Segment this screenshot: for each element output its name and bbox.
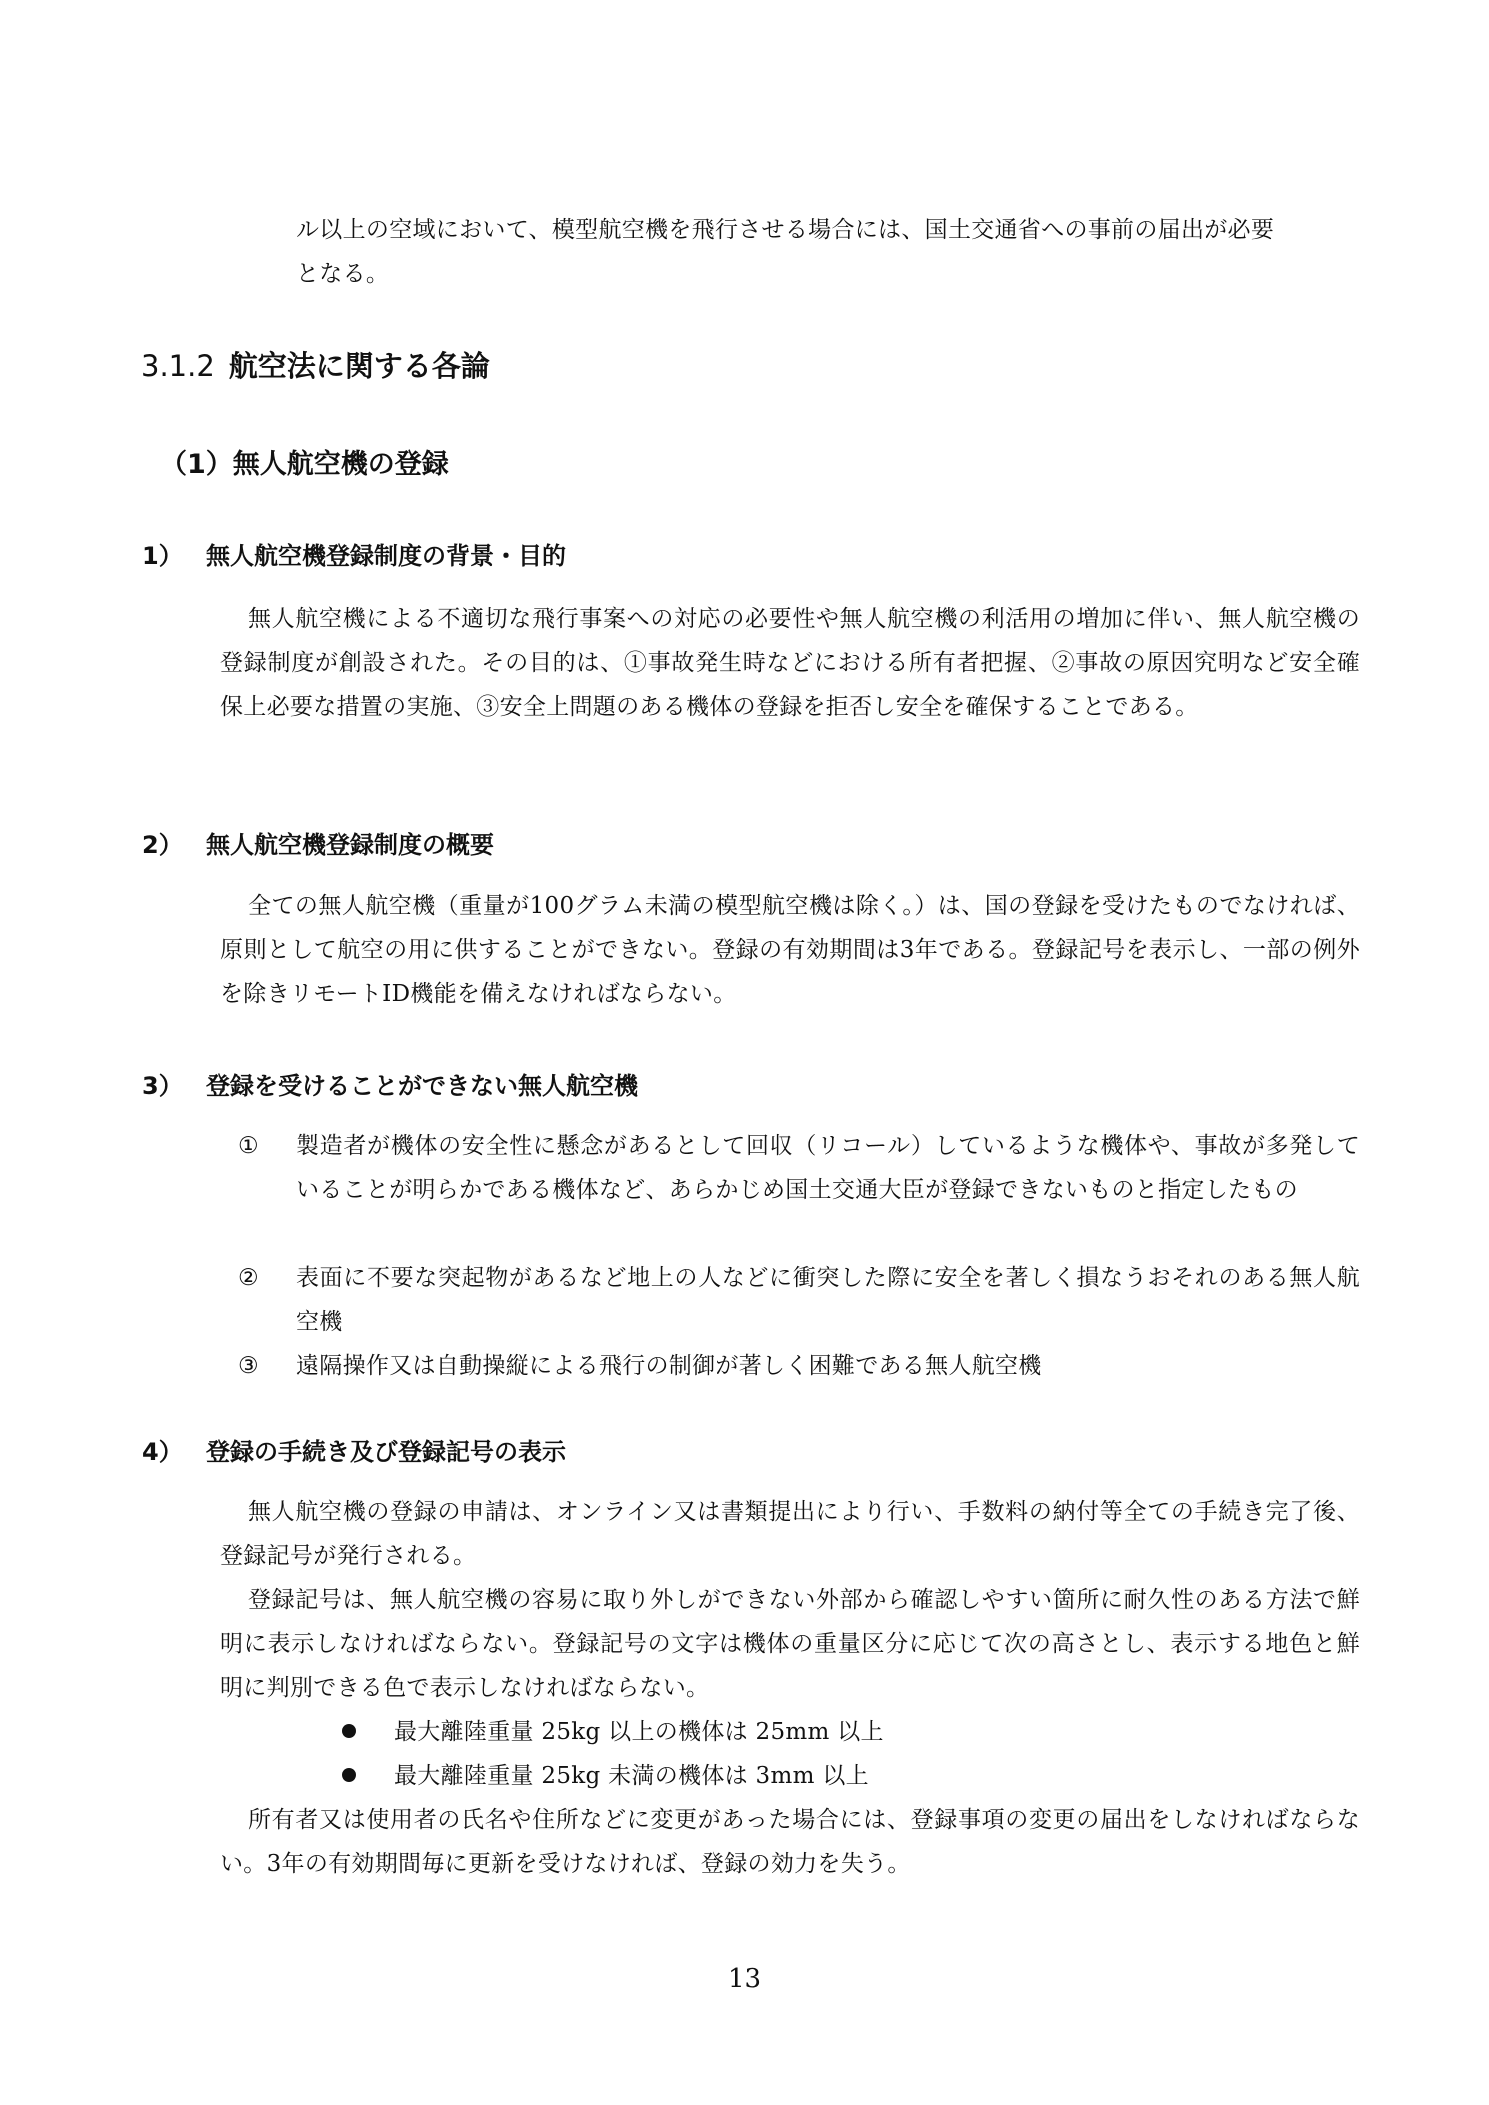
topic-4-paragraph-3: 所有者又は使用者の氏名や住所などに変更があった場合には、登録事項の変更の届出をしなければならない。3年の有効期間毎に更新を受けなければ、登録の効力を失う。 [220,1807,1360,1877]
page-number: 13 [727,1964,762,1994]
bullet-item [342,1754,869,1798]
bullet-item [342,1710,884,1754]
list-item-text: 製造者が機体の安全性に懸念があるとして回収（リコール）しているような機体や、事故が多発していることが明らかである機体など、あらかじめ国土交通大臣が登録できないものと指定したもの [296,1133,1360,1203]
intro-line-1: ル以上の空域において、模型航空機を飛行させる場合には、国土交通省への事前の届出が必要 [296,217,1275,243]
bullet-dot-icon [342,1768,356,1782]
topic-2-text: 全ての無人航空機（重量が100グラム未満の模型航空機は除く。）は、国の登録を受けたものでなければ、原則として航空の用に供することができない。登録の有効期間は3年である。登録記号を表示し、一部の例外を除きリモートID機能を備えなければならない。 [220,893,1360,1007]
bullet-item-text: 最大離陸重量 25kg 未満の機体は 3mm 以上 [394,1763,869,1789]
bullet-dot-icon [342,1724,356,1738]
list-item-text: 表面に不要な突起物があるなど地上の人などに衝突した際に安全を著しく損なうおそれのある無人航空機 [296,1265,1360,1335]
section-title: 航空法に関する各論 [228,349,490,383]
topic-3-heading [142,1066,638,1106]
topic-4-paragraph-2: 登録記号は、無人航空機の容易に取り外しができない外部から確認しやすい箇所に耐久性のある方法で鮮明に表示しなければならない。登録記号の文字は機体の重量区分に応じて次の高さとし、表示する地色と鮮明に判別できる色で表示しなければならない。 [220,1587,1360,1701]
topic-2-number: 2） [142,831,183,859]
topic-1-text: 無人航空機による不適切な飛行事案への対応の必要性や無人航空機の利活用の増加に伴い、無人航空機の登録制度が創設された。その目的は、①事故発生時などにおける所有者把握、②事故の原因究明など安全確保上必要な措置の実施、③安全上問題のある機体の登録を拒否し安全を確保することである。 [220,606,1360,720]
topic-4-title: 登録の手続き及び登録記号の表示 [206,1438,566,1466]
topic-3-title: 登録を受けることができない無人航空機 [206,1072,638,1100]
list-marker: ① [238,1133,259,1159]
section-heading [141,346,490,386]
topic-1-heading [142,536,566,576]
list-item [238,1124,1360,1212]
subsection-heading: （1）無人航空機の登録 [160,449,449,480]
topic-4-paragraph-1: 無人航空機の登録の申請は、オンライン又は書類提出により行い、手数料の納付等全ての手続き完了後、登録記号が発行される。 [220,1499,1360,1569]
topic-2-title: 無人航空機登録制度の概要 [206,831,494,859]
section-number: 3.1.2 [141,349,215,383]
bullet-item-text: 最大離陸重量 25kg 以上の機体は 25mm 以上 [394,1719,884,1745]
topic-3-number: 3） [142,1072,183,1100]
list-marker: ② [238,1265,259,1291]
intro-line-2: となる。 [296,261,390,287]
topic-4-heading [142,1432,566,1472]
list-item [238,1344,1360,1388]
topic-1-title: 無人航空機登録制度の背景・目的 [206,542,566,570]
list-marker: ③ [238,1353,259,1379]
topic-4-number: 4） [142,1438,183,1466]
list-item-text: 遠隔操作又は自動操縦による飛行の制御が著しく困難である無人航空機 [296,1353,1042,1379]
topic-2-heading [142,825,494,865]
list-item [238,1256,1360,1344]
topic-1-number: 1） [142,542,183,570]
